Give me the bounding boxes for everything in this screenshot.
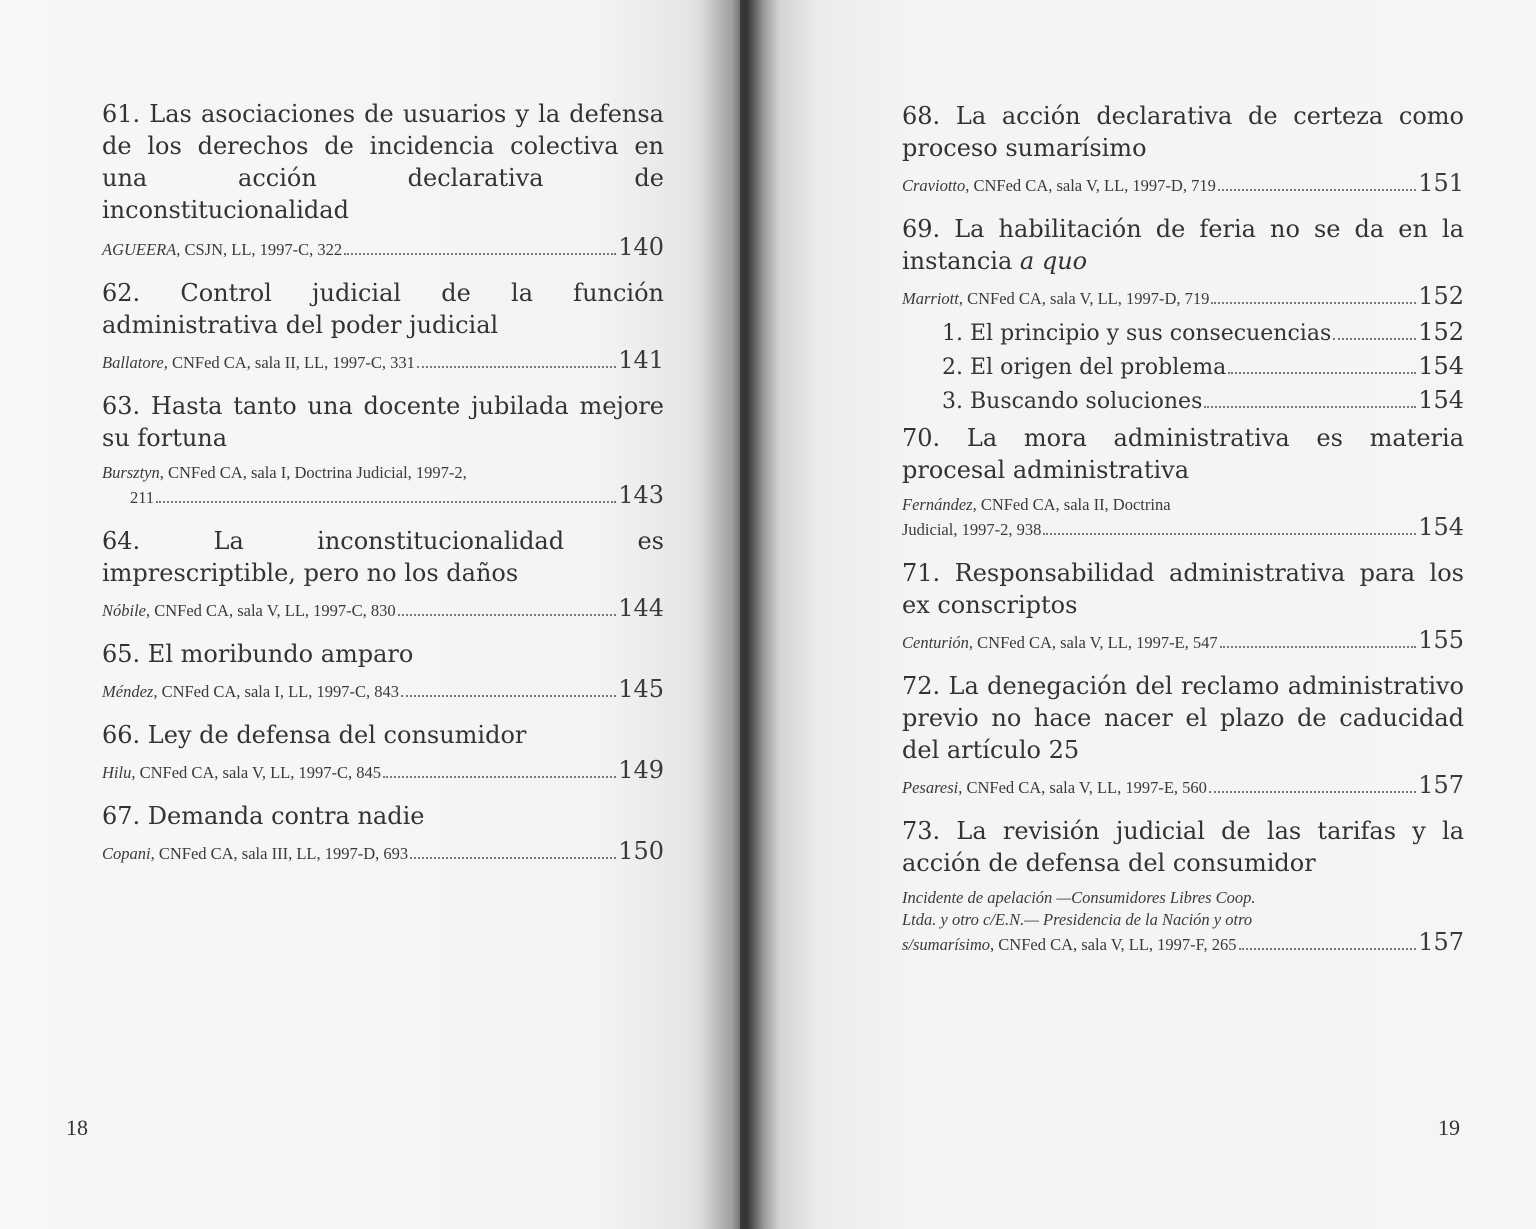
toc-citation [102, 462, 664, 509]
toc-citation [902, 626, 1464, 654]
dot-leader [1333, 338, 1416, 340]
dot-leader [1211, 302, 1416, 304]
dot-leader [410, 857, 616, 859]
page-number: 141 [618, 346, 664, 374]
citation-line [902, 928, 1464, 956]
citation-text: , CNFed CA, sala V, LL, 1997-F, 265 [990, 935, 1237, 954]
dot-leader [401, 695, 616, 697]
citation-text: , CSJN, LL, 1997-C, 322 [176, 240, 343, 259]
toc-entry-62 [102, 277, 664, 374]
citation-text: , CNFed CA, sala V, LL, 1997-E, 560 [958, 778, 1207, 797]
case-name: Copani [102, 844, 151, 863]
toc-heading [902, 213, 1464, 277]
citation-text: , CNFed CA, sala I, LL, 1997-C, 843 [153, 682, 399, 701]
case-name: AGUEERA [102, 240, 177, 259]
toc-citation [102, 346, 664, 374]
toc-heading: 68. La acción declarativa de certeza como proceso sumarísimo [902, 102, 1464, 162]
page-number: 152 [1418, 318, 1464, 346]
citation-line [102, 462, 664, 484]
toc-subsections [902, 316, 1464, 418]
page-number: 155 [1418, 626, 1464, 654]
heading-italic-text: a quo [1019, 247, 1088, 275]
citation-text: , CNFed CA, sala V, LL, 1997-C, 845 [131, 763, 381, 782]
toc-entry-65 [102, 638, 664, 703]
page-folio-left: 18 [66, 1115, 88, 1140]
toc-heading: 64. La inconstitucionalidad es imprescriptible, pero no los daños [102, 527, 664, 587]
dot-leader [1239, 948, 1417, 950]
toc-entry-63 [102, 390, 664, 509]
toc-entry-66 [102, 719, 664, 784]
toc-citation [102, 233, 664, 261]
toc-subsection [902, 316, 1464, 350]
toc-citation [902, 169, 1464, 197]
citation-text: , CNFed CA, sala V, LL, 1997-C, 830 [146, 601, 396, 620]
citation-continuation: 211 [130, 488, 155, 507]
page-number: 157 [1418, 928, 1464, 956]
case-name: Hilu [102, 763, 132, 782]
page-number: 157 [1418, 771, 1464, 799]
toc-entry-61 [102, 98, 664, 261]
toc-heading: 73. La revisión judicial de las tarifas y la acción de defensa del consumidor [902, 817, 1464, 877]
page-number: 154 [1418, 513, 1464, 541]
toc-entry-72 [902, 670, 1464, 799]
toc-heading: 66. Ley de defensa del consumidor [102, 721, 527, 749]
subsection-label: 2. El origen del problema [942, 355, 1227, 380]
toc-heading: 61. Las asociaciones de usuarios y la defensa de los derechos de incidencia colectiva en una acción declarativa de inconstitucionalidad [102, 100, 664, 224]
toc-heading: 71. Responsabilidad administrativa para los ex conscriptos [902, 559, 1464, 619]
page-number: 140 [618, 233, 664, 261]
toc-heading: 67. Demanda contra nadie [102, 802, 425, 830]
case-name: Méndez [102, 682, 154, 701]
page-number: 154 [1418, 352, 1464, 380]
citation-continuation: Judicial, 1997-2, 938 [902, 520, 1042, 539]
case-name: Ballatore [102, 353, 164, 372]
citation-text: , CNFed CA, sala II, Doctrina [972, 495, 1171, 514]
toc-entry-64 [102, 525, 664, 622]
citation-text: , CNFed CA, sala III, LL, 1997-D, 693 [150, 844, 409, 863]
page-number: 152 [1418, 282, 1464, 310]
page-number: 150 [618, 837, 664, 865]
case-name: Centurión [902, 633, 969, 652]
heading-text: 69. La habilitación de feria no se da en la instancia [902, 215, 1464, 275]
page-number: 151 [1418, 169, 1464, 197]
case-name: Marriott [902, 289, 959, 308]
dot-leader [344, 253, 616, 255]
toc-subsection [902, 384, 1464, 418]
dot-leader [398, 614, 617, 616]
subsection-label: 3. Buscando soluciones [942, 389, 1203, 414]
toc-citation [102, 837, 664, 865]
case-name: Bursztyn [102, 463, 160, 482]
dot-leader [1218, 189, 1416, 191]
dot-leader [1204, 406, 1416, 408]
toc-citation [902, 771, 1464, 799]
toc-entry-70 [902, 422, 1464, 541]
dot-leader [156, 501, 616, 503]
toc-heading: 62. Control judicial de la función administrativa del poder judicial [102, 279, 664, 339]
page-number: 144 [618, 594, 664, 622]
subsection-label: 1. El principio y sus consecuencias [942, 321, 1332, 346]
case-name-line: Ltda. y otro c/E.N.— Presidencia de la Nación y otro [902, 910, 1253, 929]
toc-heading: 70. La mora administrativa es materia procesal administrativa [902, 424, 1464, 484]
dot-leader [1209, 791, 1416, 793]
citation-line [902, 494, 1464, 516]
toc-entry-71 [902, 557, 1464, 654]
left-toc-column [102, 98, 664, 881]
toc-entry-69 [902, 213, 1464, 418]
toc-entry-67 [102, 800, 664, 865]
citation-line [102, 481, 664, 509]
citation-text: , CNFed CA, sala V, LL, 1997-E, 547 [968, 633, 1218, 652]
page-number: 145 [618, 675, 664, 703]
case-name-line: Incidente de apelación —Consumidores Libres Coop. [902, 888, 1256, 907]
toc-subsection [902, 350, 1464, 384]
toc-citation [902, 494, 1464, 541]
page-number: 154 [1418, 386, 1464, 414]
page-number: 143 [618, 481, 664, 509]
citation-line [902, 513, 1464, 541]
toc-citation [902, 282, 1464, 310]
dot-leader [417, 366, 616, 368]
toc-heading: 63. Hasta tanto una docente jubilada mejore su fortuna [102, 392, 664, 452]
case-name: s/sumarísimo [902, 935, 991, 954]
toc-citation [102, 675, 664, 703]
case-name: Nóbile [102, 601, 146, 620]
toc-entry-68 [902, 100, 1464, 197]
dot-leader [1228, 372, 1416, 374]
case-name: Craviotto [902, 176, 966, 195]
toc-citation [102, 594, 664, 622]
page-folio-right: 19 [1438, 1115, 1460, 1140]
citation-text: , CNFed CA, sala II, LL, 1997-C, 331 [163, 353, 415, 372]
citation-text: , CNFed CA, sala V, LL, 1997-D, 719 [965, 176, 1216, 195]
citation-text: , CNFed CA, sala I, Doctrina Judicial, 1997-2, [159, 463, 467, 482]
citation-text: , CNFed CA, sala V, LL, 1997-D, 719 [958, 289, 1210, 308]
book-gutter [700, 0, 780, 1229]
toc-heading: 65. El moribundo amparo [102, 640, 414, 668]
dot-leader [1220, 646, 1417, 648]
dot-leader [1043, 533, 1416, 535]
page-number: 149 [618, 756, 664, 784]
case-name: Fernández [902, 495, 973, 514]
toc-entry-73 [902, 815, 1464, 956]
dot-leader [383, 776, 616, 778]
toc-heading: 72. La denegación del reclamo administrativo previo no hace nacer el plazo de caducidad del artículo 25 [902, 672, 1464, 764]
right-toc-column [902, 100, 1464, 972]
case-name: Pesaresi [902, 778, 959, 797]
toc-citation [902, 887, 1464, 956]
toc-citation [102, 756, 664, 784]
